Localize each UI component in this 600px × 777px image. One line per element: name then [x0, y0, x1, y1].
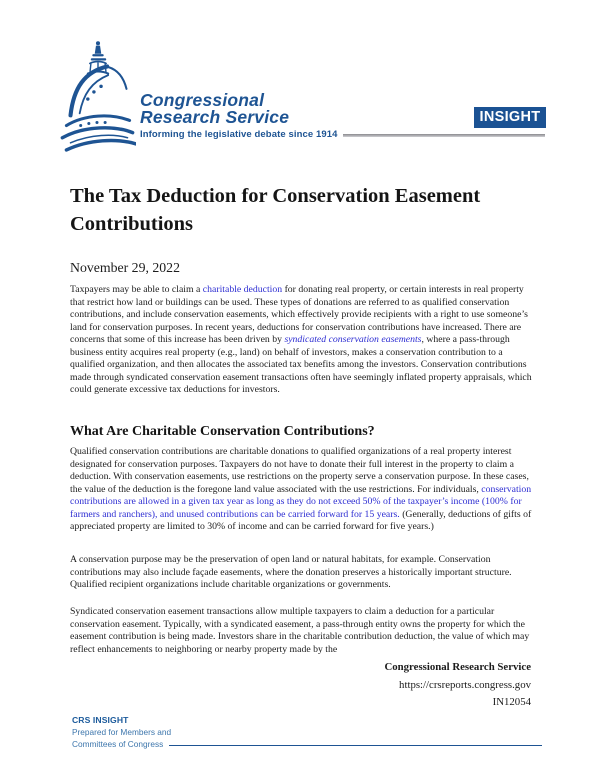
- footer-org-name: Congressional Research Service: [384, 661, 531, 673]
- page-footer: [72, 715, 542, 750]
- inline-link[interactable]: conservation contributions are allowed in a given tax year as long as they do not exceed 50% of the taxpayer’s income (100% for farmers and ranchers), and unused contributions can be carried forward for 15 years.: [70, 483, 532, 520]
- text-segment: (Generally, deductions of gifts of appreciated property are limited to 30% of income and can be carried forward for five years.): [70, 508, 532, 533]
- text-segment: Qualified conservation contributions are charitable donations to qualified organizations of a real property interest designated for conservation purposes. Taxpayers do not have to donate their full interest in the property to claim a deduction. With conservation easements, use restrictions on the property serve a conservation purpose. In these cases, the value of the deduction is the foregone land value associated with the use restrictions. For individuals,: [70, 446, 529, 495]
- footer-url-link[interactable]: https://crsreports.congress.gov: [399, 678, 531, 691]
- logo-title-line1: Congressional: [140, 90, 265, 110]
- section-paragraph-1: [70, 446, 532, 534]
- text-segment: for donating real property, or certain interests in real property that restrict how land or buildings can be used. These types of donations are referred to as qualified conservation contributions, and include conservation easements, which effectively provide recipients with a right to use someone’s land for conservation purposes. In recent years, deductions for conservation contributions have increased. There are concerns that some of this increase has been driven by: [70, 284, 528, 346]
- section-heading: What Are Charitable Conservation Contributions?: [70, 424, 375, 439]
- article-date: November 29, 2022: [70, 260, 180, 275]
- inline-link[interactable]: charitable deduction: [202, 284, 283, 295]
- footer-line2: Committees of Congress: [72, 738, 164, 749]
- section-paragraph-2: [70, 554, 532, 592]
- page-title: The Tax Deduction for Conservation Easement Contributions: [70, 185, 481, 235]
- inline-link[interactable]: syndicated conservation easements: [284, 334, 422, 346]
- header-rule: [343, 134, 545, 137]
- intro-paragraph: [70, 284, 532, 397]
- capitol-dome-icon: [60, 40, 136, 152]
- insight-badge: INSIGHT: [474, 107, 546, 128]
- document-footer: [384, 659, 531, 712]
- section-paragraph-3: [70, 606, 532, 656]
- document-id: IN12054: [492, 696, 531, 709]
- text-segment: , where a pass-through business entity acquires real property (e.g., land) on behalf of investors, makes a conservation contribution to a qualified organization, and then allocates the associated tax benefits among the investors. Conservation contributions made through syndicated conservation easement transactions often have seemingly inflated property appraisals, which could generate excessive tax deductions for investors.: [70, 334, 532, 396]
- text-segment: A conservation purpose may be the preservation of open land or natural habitats, for example. Conservation contributions may also include façade easements, where the donation preserves a historically important structure. Qualified recipient organizations include charitable organizations or governments.: [70, 554, 512, 591]
- text-segment: Taxpayers may be able to claim a: [70, 284, 203, 295]
- logo-tagline: Informing the legislative debate since 1914: [140, 129, 338, 140]
- logo-title-line2: Research Service: [140, 106, 290, 127]
- text-segment: Syndicated conservation easement transactions allow multiple taxpayers to claim a deduction for a particular conservation easement. Typically, with a syndicated easement, a pass-through entity owns the property for which the easement contribution is being made. Investors share in the charitable contribution deduction, the value of which may reflect enhancements to neighboring or nearby property made by the: [70, 606, 530, 655]
- footer-label: CRS INSIGHT: [72, 715, 129, 725]
- footer-line1: Prepared for Members and: [72, 726, 172, 737]
- footer-rule: [169, 745, 542, 747]
